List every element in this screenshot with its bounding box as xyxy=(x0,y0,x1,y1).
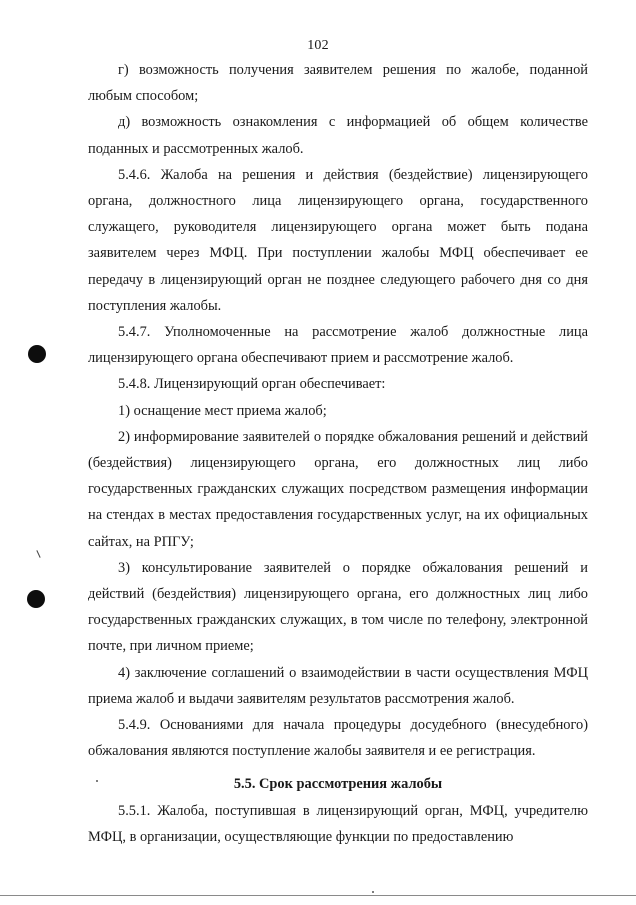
paragraph-5-4-9: 5.4.9. Основаниями для начала процедуры досудебного (внесудебного) обжалования являются поступление жалобы заявителя и ее регистрация. xyxy=(88,717,588,760)
list-item-1: 1) оснащение мест приема жалоб; xyxy=(118,402,327,419)
paragraph-item-g: г) возможность получения заявителем решения по жалобе, поданной любым способом; xyxy=(88,62,588,105)
document-body xyxy=(88,57,588,850)
punch-hole-mark xyxy=(27,590,45,608)
paragraph-5-5-1: 5.5.1. Жалоба, поступившая в лицензирующий орган, МФЦ, учредителю МФЦ, в организации, осуществляющие функции по предоставлению xyxy=(88,802,588,845)
scan-artifact-mark xyxy=(36,550,40,558)
list-item-3: 3) консультирование заявителей о порядке обжалования решений и действий (бездействия) лицензирующего органа, его должностных лиц либо государственных гражданских служащих, в том числе по телефону, электронной почте, при личном приеме; xyxy=(88,559,588,655)
paragraph-5-4-6: 5.4.6. Жалоба на решения и действия (бездействие) лицензирующего органа, должностного лица лицензирующего органа, государственного служащего, руководителя лицензирующего органа может быть подана заявителем через МФЦ. При поступлении жалобы МФЦ обеспечивает ее передачу в лицензирующий орган не позднее следующего рабочего дня со дня поступления жалобы. xyxy=(88,166,588,314)
list-item-2: 2) информирование заявителей о порядке обжалования решений и действий (бездействия) лицензирующего органа, его должностных лиц либо государственных гражданских служащих посредством размещения информации на стендах в местах предоставления государственных услуг, на их официальных сайтах, на РПГУ; xyxy=(88,428,588,550)
paragraph-5-4-7: 5.4.7. Уполномоченные на рассмотрение жалоб должностные лица лицензирующего органа обеспечивают прием и рассмотрение жалоб. xyxy=(88,324,588,367)
punch-hole-mark xyxy=(28,345,46,363)
paragraph-5-4-8: 5.4.8. Лицензирующий орган обеспечивает: xyxy=(118,376,386,393)
section-heading: 5.5. Срок рассмотрения жалобы xyxy=(233,776,443,793)
page-number: 102 xyxy=(307,38,329,53)
paragraph-item-d: д) возможность ознакомления с информацией об общем количестве поданных и рассмотренных жалоб. xyxy=(88,114,588,157)
scan-speck xyxy=(372,891,374,893)
list-item-4: 4) заключение соглашений о взаимодействии в части осуществления МФЦ приема жалоб и выдачи заявителям результатов рассмотрения жалоб. xyxy=(88,664,588,707)
scan-edge-line xyxy=(0,895,636,896)
